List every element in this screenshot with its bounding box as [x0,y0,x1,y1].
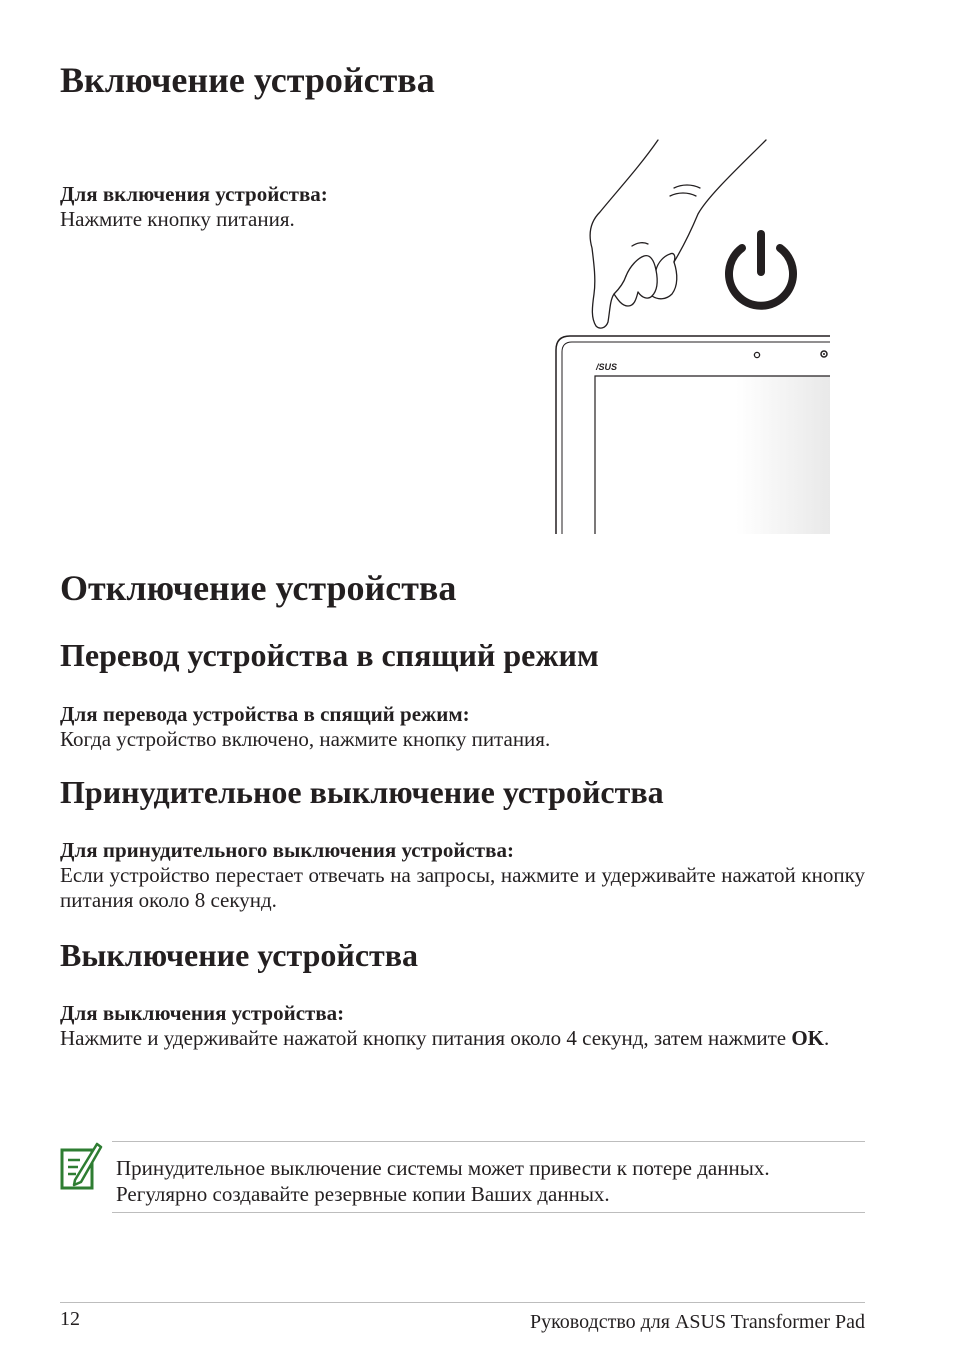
sleep-title: Перевод устройства в спящий режим [60,637,599,673]
asus-logo: /SUS [596,362,618,372]
shutdown-text: Нажмите и удерживайте нажатой кнопку питания около 4 секунд, затем нажмите OK. [60,1026,830,1050]
power-on-label: Для включения устройства: [60,182,328,206]
page-number: 12 [60,1308,80,1330]
sleep-text: Когда устройство включено, нажмите кнопку питания. [60,727,551,751]
power-off-title: Отключение устройства [60,568,457,608]
note-line-2: Регулярно создавайте резервные копии Ваших данных. [116,1182,610,1206]
shutdown-title: Выключение устройства [60,937,419,973]
shutdown-label: Для выключения устройства: [60,1001,345,1025]
power-icon [729,234,793,306]
force-off-text: Если устройство перестает отвечать на запросы, нажмите и удерживайте нажатой кнопку питания около 8 секунд. [60,863,865,912]
page-title: Включение устройства [60,60,435,100]
power-on-text: Нажмите кнопку питания. [60,207,295,231]
note-icon [59,1140,103,1192]
footer-title: Руководство для ASUS Transformer Pad [529,1311,865,1333]
note-line-1: Принудительное выключение системы может привести к потере данных. [116,1156,770,1180]
force-off-title: Принудительное выключение устройства [60,774,664,810]
note-bottom-rule [112,1212,865,1213]
force-off-label: Для принудительного выключения устройства: [60,838,514,862]
sleep-label: Для перевода устройства в спящий режим: [60,702,470,726]
ok-emphasis: OK [791,1026,825,1050]
footer-rule [60,1302,865,1303]
note-top-rule [112,1141,865,1142]
power-button-illustration [548,138,830,534]
